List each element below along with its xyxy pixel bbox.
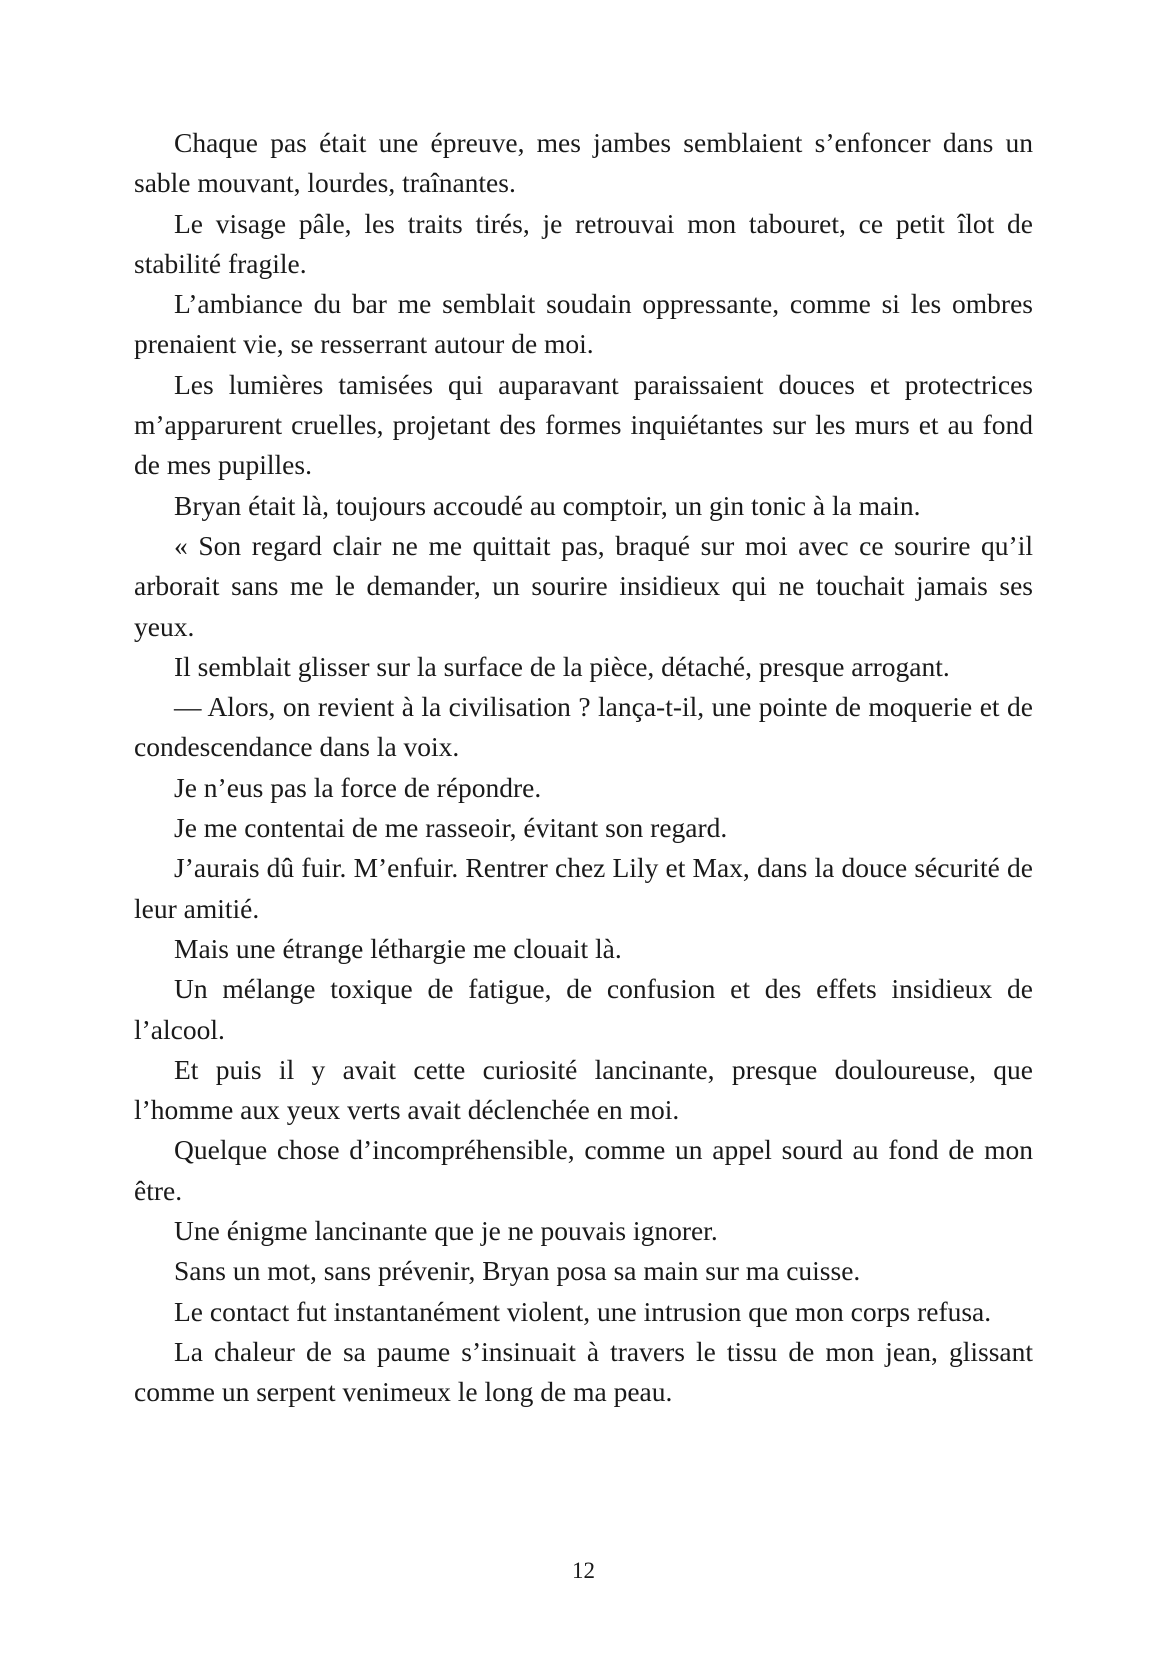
paragraph: Bryan était là, toujours accoudé au comptoir, un gin tonic à la main. [174, 489, 921, 521]
paragraph: Il semblait glisser sur la surface de la pièce, détaché, presque arrogant. [174, 650, 950, 682]
paragraph: Sans un mot, sans prévenir, Bryan posa sa main sur ma cuisse. [174, 1255, 861, 1287]
paragraph: Et puis il y avait cette curiosité lancinante, presque douloureuse, que l’homme aux yeux verts avait déclenchée en moi. [134, 1053, 1033, 1126]
paragraph: Mais une étrange léthargie me clouait là. [174, 932, 622, 964]
paragraph: La chaleur de sa paume s’insinuait à travers le tissu de mon jean, glissant comme un serpent venimeux le long de ma peau. [134, 1335, 1033, 1408]
paragraph: — Alors, on revient à la civilisation ? lança-t-il, une pointe de moquerie et de condescendance dans la voix. [134, 691, 1033, 763]
paragraph: Les lumières tamisées qui auparavant paraissaient douces et protectrices m’apparurent cruelles, projetant des formes inquiétantes sur les murs et au fond de mes pupilles. [134, 368, 1033, 481]
paragraph: L’ambiance du bar me semblait soudain oppressante, comme si les ombres prenaient vie, se resserrant autour de moi. [134, 288, 1033, 360]
paragraph: J’aurais dû fuir. M’enfuir. Rentrer chez Lily et Max, dans la douce sécurité de leur amitié. [134, 852, 1033, 924]
paragraph: Une énigme lancinante que je ne pouvais ignorer. [174, 1215, 718, 1247]
paragraph: « Son regard clair ne me quittait pas, braqué sur moi avec ce sourire qu’il arborait sans me le demander, un sourire insidieux qui ne touchait jamais ses yeux. [134, 529, 1033, 642]
paragraph: Je n’eus pas la force de répondre. [174, 771, 542, 803]
paragraph: Le visage pâle, les traits tirés, je retrouvai mon tabouret, ce petit îlot de stabilité fragile. [134, 207, 1033, 279]
paragraph: Un mélange toxique de fatigue, de confusion et des effets insidieux de l’alcool. [134, 973, 1033, 1045]
paragraph: Le contact fut instantanément violent, une intrusion que mon corps refusa. [174, 1295, 992, 1327]
page-number: 12 [572, 1558, 595, 1583]
paragraph: Quelque chose d’incompréhensible, comme un appel sourd au fond de mon être. [134, 1134, 1033, 1206]
body-text [134, 123, 1033, 1413]
paragraph: Je me contentai de me rasseoir, évitant son regard. [174, 812, 728, 844]
paragraph: Chaque pas était une épreuve, mes jambes semblaient s’enfoncer dans un sable mouvant, lourdes, traînantes. [134, 127, 1033, 199]
